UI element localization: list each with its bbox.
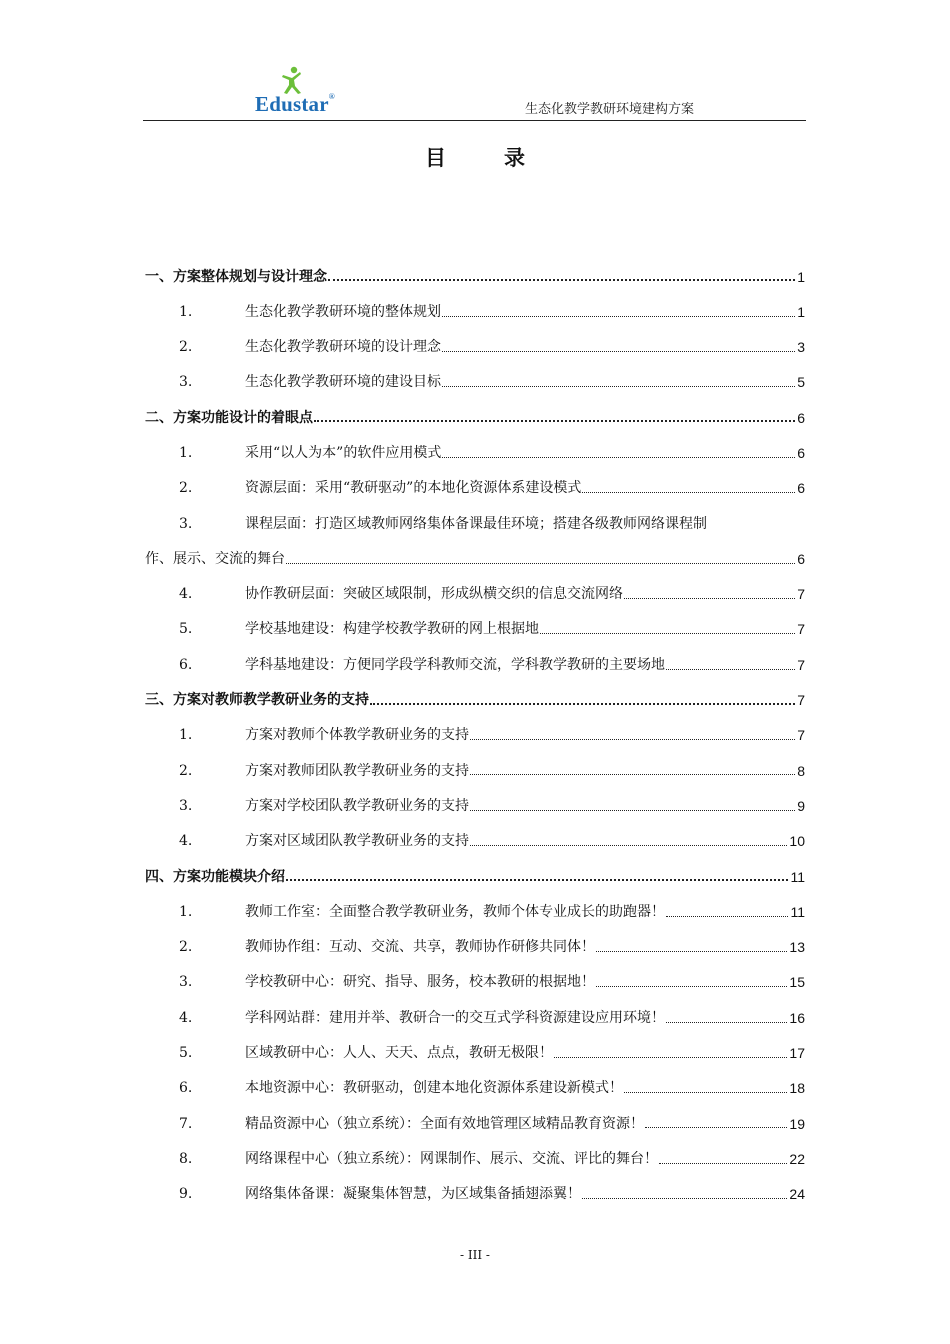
toc-entry[interactable] xyxy=(145,885,805,920)
toc-entry[interactable] xyxy=(145,462,805,497)
toc-entry[interactable] xyxy=(145,426,805,461)
dot-leader xyxy=(659,1163,787,1164)
dot-leader xyxy=(286,879,788,881)
dot-leader xyxy=(596,986,787,987)
toc-entry[interactable] xyxy=(145,356,805,391)
toc-entry-number: 5. xyxy=(179,1045,193,1062)
toc-entry-label: 精品资源中心（独立系统）：全面有效地管理区域精品教育资源！ xyxy=(245,1115,644,1132)
toc-entry-number: 1. xyxy=(179,444,193,461)
toc-page-number: 7 xyxy=(797,621,805,638)
toc-page-number: 9 xyxy=(797,797,805,814)
dot-leader xyxy=(666,916,788,917)
toc-page-number: 7 xyxy=(797,692,805,709)
toc-page-number: 6 xyxy=(797,409,805,426)
toc-entry-label: 生态化教学教研环境的设计理念 xyxy=(245,339,441,356)
toc-entry-number: 3. xyxy=(179,974,193,991)
dot-leader xyxy=(624,598,795,599)
toc-entry[interactable] xyxy=(145,638,805,673)
toc-page-number: 6 xyxy=(797,444,805,461)
toc-entry[interactable] xyxy=(145,921,805,956)
toc-section-entry[interactable] xyxy=(145,674,805,709)
toc-entry-label: 区域教研中心：人人、天天、点点，教研无极限！ xyxy=(245,1045,553,1062)
page-number: - III - xyxy=(460,1248,490,1262)
toc-entry-label: 学科基地建设：方便同学段学科教师交流，学科教学教研的主要场地 xyxy=(245,656,665,673)
toc-section-label: 二、方案功能设计的着眼点 xyxy=(145,409,313,426)
toc-entry[interactable] xyxy=(145,779,805,814)
toc-entry-number: 7. xyxy=(179,1115,193,1132)
dot-leader xyxy=(596,951,787,952)
toc-entry[interactable] xyxy=(145,1168,805,1203)
toc-page-number: 7 xyxy=(797,727,805,744)
dot-leader xyxy=(470,845,787,846)
toc-entry-label: 学校教研中心：研究、指导、服务，校本教研的根据地！ xyxy=(245,974,595,991)
edustar-logo xyxy=(255,66,335,120)
dot-leader xyxy=(442,316,795,317)
toc-entry-label: 学校基地建设：构建学校教学教研的网上根据地 xyxy=(245,621,539,638)
toc-entry-label: 生态化教学教研环境的整体规划 xyxy=(245,303,441,320)
toc-page-number: 8 xyxy=(797,762,805,779)
toc-entry-number: 2. xyxy=(179,339,193,356)
toc-entry-label: 采用“以人为本”的软件应用模式 xyxy=(245,444,442,461)
toc-entry[interactable] xyxy=(145,285,805,320)
toc-entry[interactable] xyxy=(145,1062,805,1097)
toc-section-entry[interactable] xyxy=(145,250,805,285)
toc-entry-label: 方案对区域团队教学教研业务的支持 xyxy=(245,833,469,850)
toc-page-number: 10 xyxy=(789,833,805,850)
dot-leader xyxy=(582,1198,787,1199)
toc-entry-number: 2. xyxy=(179,480,193,497)
toc-entry[interactable] xyxy=(145,321,805,356)
dot-leader xyxy=(540,633,795,634)
toc-entry-number: 2. xyxy=(179,939,193,956)
toc-entry-label-continued: 作、展示、交流的舞台 xyxy=(145,550,285,567)
toc-page-number: 16 xyxy=(789,1009,805,1026)
toc-entry-label: 协作教研层面：突破区域限制，形成纵横交织的信息交流网络 xyxy=(245,586,623,603)
toc-entry-label: 学科网站群：建用并举、教研合一的交互式学科资源建设应用环境！ xyxy=(245,1009,665,1026)
toc-page-number: 15 xyxy=(789,974,805,991)
dot-leader xyxy=(442,457,795,458)
dot-leader xyxy=(624,1092,787,1093)
toc-entry-continuation[interactable] xyxy=(145,532,805,567)
dot-leader xyxy=(442,351,795,352)
toc-section-label: 四、方案功能模块介绍 xyxy=(145,868,285,885)
toc-page-number: 7 xyxy=(797,656,805,673)
dot-leader xyxy=(582,492,795,493)
toc-page-number: 13 xyxy=(789,939,805,956)
toc-entry[interactable] xyxy=(145,603,805,638)
toc-entry-number: 1. xyxy=(179,903,193,920)
toc-section-label: 一、方案整体规划与设计理念 xyxy=(145,268,327,285)
toc-entry-number: 4. xyxy=(179,586,193,603)
dot-leader xyxy=(328,279,795,281)
toc-entry-label: 资源层面：采用“教研驱动”的本地化资源体系建设模式 xyxy=(245,480,582,497)
dot-leader xyxy=(470,774,795,775)
toc-page-number: 18 xyxy=(789,1080,805,1097)
toc-page-number: 3 xyxy=(797,339,805,356)
toc-entry[interactable] xyxy=(145,568,805,603)
toc-entry-number: 3. xyxy=(179,797,193,814)
toc-entry[interactable] xyxy=(145,497,805,532)
toc-page-number: 19 xyxy=(789,1115,805,1132)
document-title: 生态化教学教研环境建构方案 xyxy=(524,102,694,117)
toc-entry-label: 本地资源中心：教研驱动，创建本地化资源体系建设新模式！ xyxy=(245,1080,623,1097)
toc-entry-label: 网络集体备课：凝聚集体智慧，为区域集备插翅添翼！ xyxy=(245,1186,581,1203)
toc-section-entry[interactable] xyxy=(145,391,805,426)
toc-page-number: 17 xyxy=(789,1045,805,1062)
toc-heading: 目录 xyxy=(425,146,583,170)
dot-leader xyxy=(470,739,795,740)
toc-entry-number: 3. xyxy=(179,515,193,532)
table-of-contents xyxy=(145,250,805,1203)
toc-entry-number: 9. xyxy=(179,1186,193,1203)
toc-page-number: 11 xyxy=(790,868,805,885)
toc-entry-number: 4. xyxy=(179,1009,193,1026)
toc-entry-label: 课程层面：打造区域教师网络集体备课最佳环境；搭建各级教师网络课程制 xyxy=(245,515,707,532)
toc-entry-number: 1. xyxy=(179,727,193,744)
toc-entry[interactable] xyxy=(145,1132,805,1167)
toc-page-number: 1 xyxy=(797,268,805,285)
toc-entry[interactable] xyxy=(145,991,805,1026)
toc-entry[interactable] xyxy=(145,1097,805,1132)
toc-entry-label: 生态化教学教研环境的建设目标 xyxy=(245,374,441,391)
toc-entry[interactable] xyxy=(145,744,805,779)
toc-entry-number: 3. xyxy=(179,374,193,391)
logo-text: Edustar® xyxy=(255,92,335,116)
dot-leader xyxy=(442,386,795,387)
toc-entry-label: 方案对教师个体教学教研业务的支持 xyxy=(245,727,469,744)
toc-page-number: 7 xyxy=(797,586,805,603)
toc-section-entry[interactable] xyxy=(145,850,805,885)
toc-entry-number: 2. xyxy=(179,762,193,779)
dot-leader xyxy=(666,669,795,670)
toc-entry-number: 6. xyxy=(179,1080,193,1097)
dot-leader xyxy=(470,810,795,811)
toc-entry-number: 5. xyxy=(179,621,193,638)
toc-entry[interactable] xyxy=(145,815,805,850)
toc-entry-label: 网络课程中心（独立系统）：网课制作、展示、交流、评比的舞台！ xyxy=(245,1150,658,1167)
toc-entry-number: 6. xyxy=(179,656,193,673)
dot-leader xyxy=(370,703,795,705)
toc-page-number: 1 xyxy=(797,303,805,320)
toc-entry-label: 方案对教师团队教学教研业务的支持 xyxy=(245,762,469,779)
toc-page-number: 5 xyxy=(797,374,805,391)
toc-entry-number: 4. xyxy=(179,833,193,850)
dot-leader xyxy=(554,1057,787,1058)
toc-entry-label: 教师协作组：互动、交流、共享，教师协作研修共同体！ xyxy=(245,939,595,956)
toc-page-number: 22 xyxy=(789,1150,805,1167)
toc-entry-label: 方案对学校团队教学教研业务的支持 xyxy=(245,797,469,814)
toc-entry[interactable] xyxy=(145,709,805,744)
toc-entry[interactable] xyxy=(145,1027,805,1062)
toc-page-number: 24 xyxy=(789,1186,805,1203)
toc-page-number: 6 xyxy=(797,550,805,567)
toc-page-number: 6 xyxy=(797,480,805,497)
dot-leader xyxy=(314,420,795,422)
toc-section-label: 三、方案对教师教学教研业务的支持 xyxy=(145,692,369,709)
toc-entry[interactable] xyxy=(145,956,805,991)
toc-entry-label: 教师工作室：全面整合教学教研业务，教师个体专业成长的助跑器！ xyxy=(245,903,665,920)
page-header xyxy=(143,62,806,121)
toc-page-number: 11 xyxy=(790,903,805,920)
dot-leader xyxy=(666,1022,787,1023)
dot-leader xyxy=(286,563,795,564)
dot-leader xyxy=(645,1127,787,1128)
toc-entry-number: 1. xyxy=(179,303,193,320)
toc-entry-number: 8. xyxy=(179,1150,193,1167)
